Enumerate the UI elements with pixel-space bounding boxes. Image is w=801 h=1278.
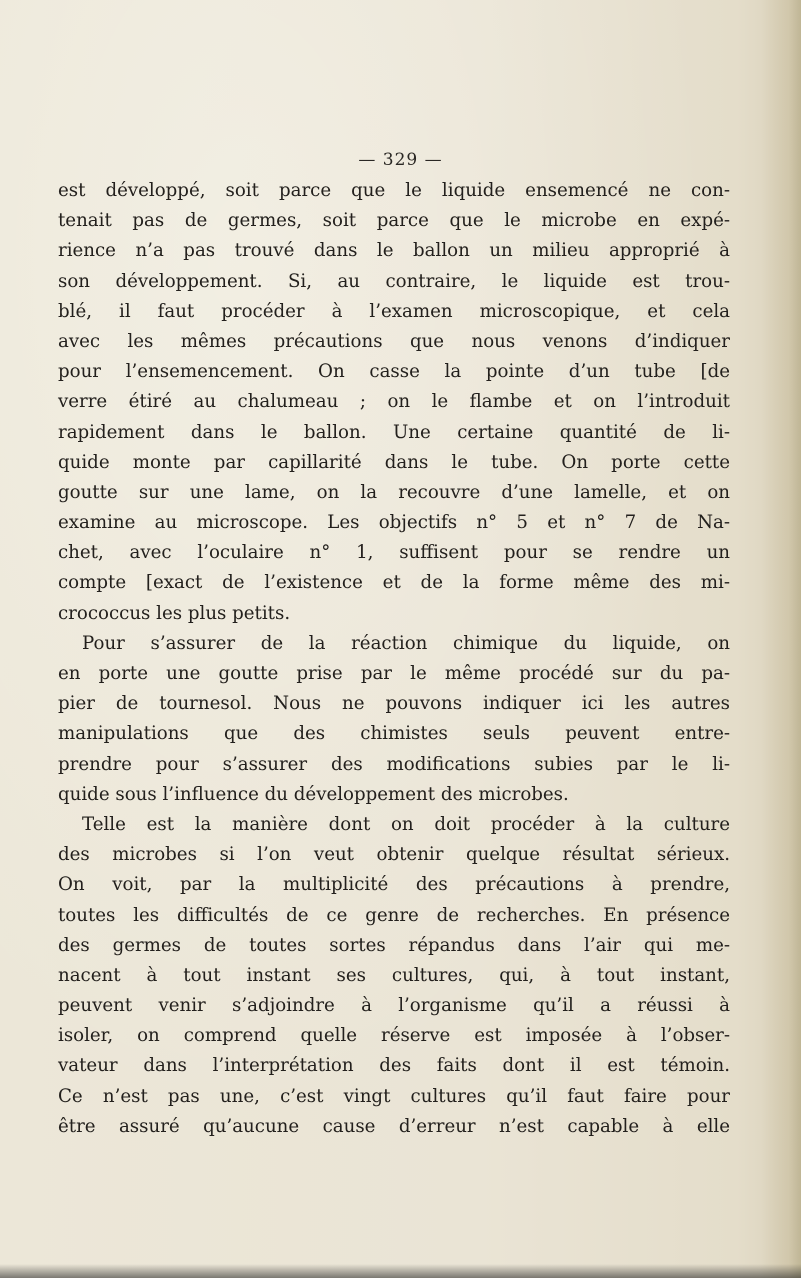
text-line: On voit, par la multiplicité des précautions à prendre, [58, 874, 730, 896]
text-line: des germes de toutes sortes répandus dans l’air qui me- [58, 934, 730, 956]
text-line: chet, avec l’oculaire n° 1, suffisent pour se rendre un [58, 542, 730, 564]
text-line: crococcus les plus petits. [58, 602, 291, 624]
body-text [58, 176, 730, 1142]
text-line: manipulations que des chimistes seuls peuvent entre- [58, 723, 730, 745]
text-line: est développé, soit parce que le liquide ensemencé ne con- [58, 180, 730, 201]
text-line: être assuré qu’aucune cause d’erreur n’est capable à elle [58, 1115, 730, 1137]
text-line: Ce n’est pas une, c’est vingt cultures qu’il faut faire pour [58, 1085, 730, 1107]
text-line: pour l’ensemencement. On casse la pointe d’un tube [de [58, 361, 730, 383]
text-line: prendre pour s’assurer des modifications subies par le li- [58, 753, 730, 775]
page-edge-shadow [761, 0, 801, 1278]
text-line: pier de tournesol. Nous ne pouvons indiquer ici les autres [58, 693, 730, 715]
text-line: nacent à tout instant ses cultures, qui, à tout instant, [58, 964, 730, 986]
text-line: tenait pas de germes, soit parce que le microbe en expé- [58, 210, 730, 232]
text-line: examine au microscope. Les objectifs n° 5 et n° 7 de Na- [58, 512, 730, 534]
page-bottom-shadow [0, 1264, 801, 1278]
text-line: rapidement dans le ballon. Une certaine quantité de li- [58, 421, 730, 443]
text-line: compte [exact de l’existence et de la forme même des mi- [58, 572, 730, 594]
text-line: Telle est la manière dont on doit procéder à la culture [82, 813, 730, 835]
text-line: vateur dans l’interprétation des faits dont il est témoin. [58, 1055, 730, 1077]
text-line: rience n’a pas trouvé dans le ballon un milieu approprié à [58, 240, 730, 262]
text-line: goutte sur une lame, on la recouvre d’une lamelle, et on [58, 481, 730, 503]
text-line: blé, il faut procéder à l’examen microscopique, et cela [58, 300, 730, 322]
text-line: Pour s’assurer de la réaction chimique du liquide, on [82, 632, 730, 654]
text-line: peuvent venir s’adjoindre à l’organisme qu’il a réussi à [58, 995, 730, 1017]
text-line: verre étiré au chalumeau ; on le flambe et on l’introduit [58, 391, 730, 413]
text-line: en porte une goutte prise par le même procédé sur du pa- [58, 663, 730, 684]
text-line: quide monte par capillarité dans le tube. On porte cette [58, 451, 730, 473]
text-line: toutes les difficultés de ce genre de recherches. En présence [58, 904, 730, 926]
text-line: des microbes si l’on veut obtenir quelque résultat sérieux. [58, 844, 730, 866]
page-number: — 329 — [358, 150, 443, 170]
text-line: son développement. Si, au contraire, le liquide est trou- [58, 270, 730, 292]
text-line: avec les mêmes précautions que nous venons d’indiquer [58, 330, 730, 352]
text-line: quide sous l’influence du développement des microbes. [58, 783, 569, 805]
text-line: isoler, on comprend quelle réserve est imposée à l’obser- [58, 1025, 730, 1047]
